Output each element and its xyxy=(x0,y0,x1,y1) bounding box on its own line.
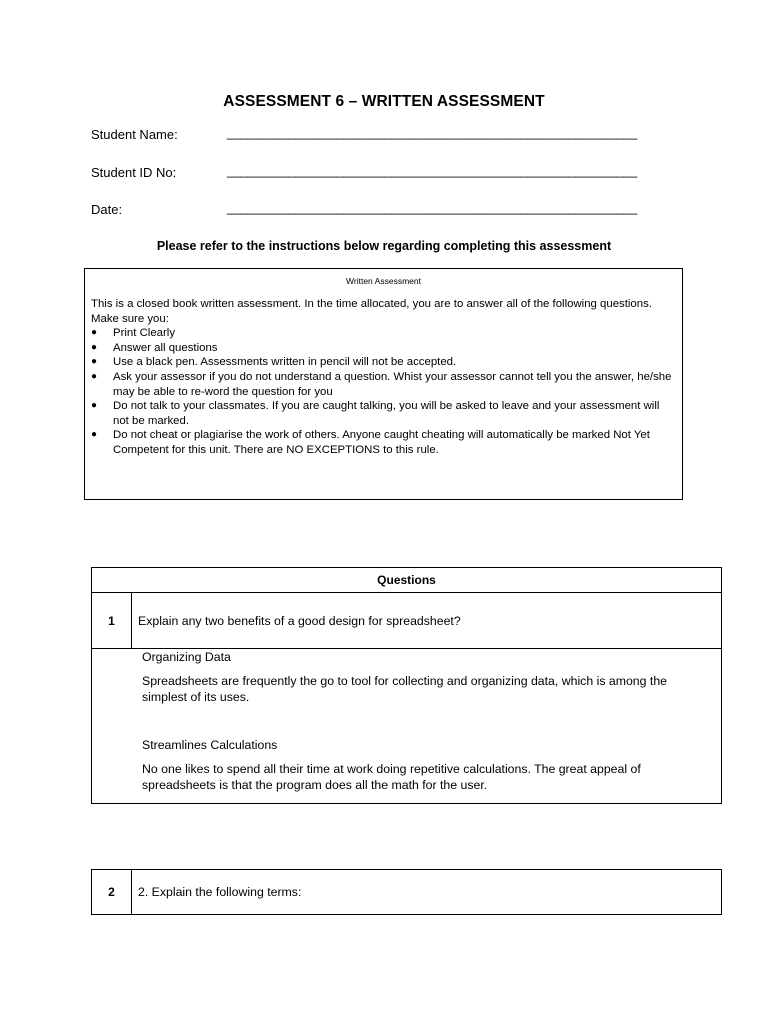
instruction-item: ● Print Clearly xyxy=(91,327,176,340)
student-name-line[interactable]: ____________________________________________________________ xyxy=(227,125,637,140)
instructions-intro: This is a closed book written assessment. In the time allocated, you are to answer all of the following questions. Make sure you: xyxy=(91,298,652,325)
answer-1-body: Spreadsheets are frequently the go to tool for collecting and organizing data, which is among the simplest of its uses. xyxy=(142,674,667,704)
student-id-label: Student ID No: xyxy=(91,165,177,180)
question-2-table xyxy=(91,869,722,915)
bullet-icon: ● xyxy=(91,370,98,382)
instructions-heading: Please refer to the instructions below regarding completing this assessment xyxy=(156,239,612,253)
instruction-item: ● Do not cheat or plagiarise the work of others. Anyone caught cheating will automatically be marked Not Yet Competent for this unit. There are NO EXCEPTIONS to this rule. xyxy=(91,429,650,456)
instruction-item: ● Ask your assessor if you do not understand a question. Whist your assessor cannot tell you the answer, he/she may be able to re-word the question for you xyxy=(91,370,672,398)
bullet-icon: ● xyxy=(91,341,98,353)
answer-content xyxy=(142,649,713,793)
instruction-item: ● Do not talk to your classmates. If you are caught talking, you will be asked to leave and your assessment will not be marked. xyxy=(91,400,660,427)
bullet-icon: ● xyxy=(91,429,98,441)
question-1-answer[interactable] xyxy=(92,649,722,804)
questions-header: Questions xyxy=(92,568,722,593)
instructions-list xyxy=(91,326,676,457)
bullet-icon: ● xyxy=(91,356,98,368)
date-line[interactable]: ____________________________________________________________ xyxy=(227,200,637,215)
question-2-number: 2 xyxy=(92,870,132,915)
instructions-box-title: Written Assessment xyxy=(346,276,421,286)
answer-1-heading: Organizing Data xyxy=(142,650,231,664)
student-id-line[interactable]: ____________________________________________________________ xyxy=(227,163,637,178)
instructions-box xyxy=(84,268,683,500)
question-1-number: 1 xyxy=(92,593,132,649)
bullet-icon: ● xyxy=(91,400,98,412)
question-2-text: 2. Explain the following terms: xyxy=(132,870,722,915)
page-title: ASSESSMENT 6 – WRITTEN ASSESSMENT xyxy=(223,93,545,110)
question-1-text: Explain any two benefits of a good design for spreadsheet? xyxy=(132,593,722,649)
student-name-label: Student Name: xyxy=(91,127,178,142)
question-1-table xyxy=(91,567,722,804)
bullet-icon: ● xyxy=(91,327,98,339)
date-label: Date: xyxy=(91,202,123,217)
answer-2-body: No one likes to spend all their time at work doing repetitive calculations. The great appeal of spreadsheets is that the program does all the math for the user. xyxy=(142,762,641,792)
instruction-item: ● Use a black pen. Assessments written in pencil will not be accepted. xyxy=(91,356,457,369)
instruction-item: ● Answer all questions xyxy=(91,341,218,354)
answer-2-heading: Streamlines Calculations xyxy=(142,738,278,752)
